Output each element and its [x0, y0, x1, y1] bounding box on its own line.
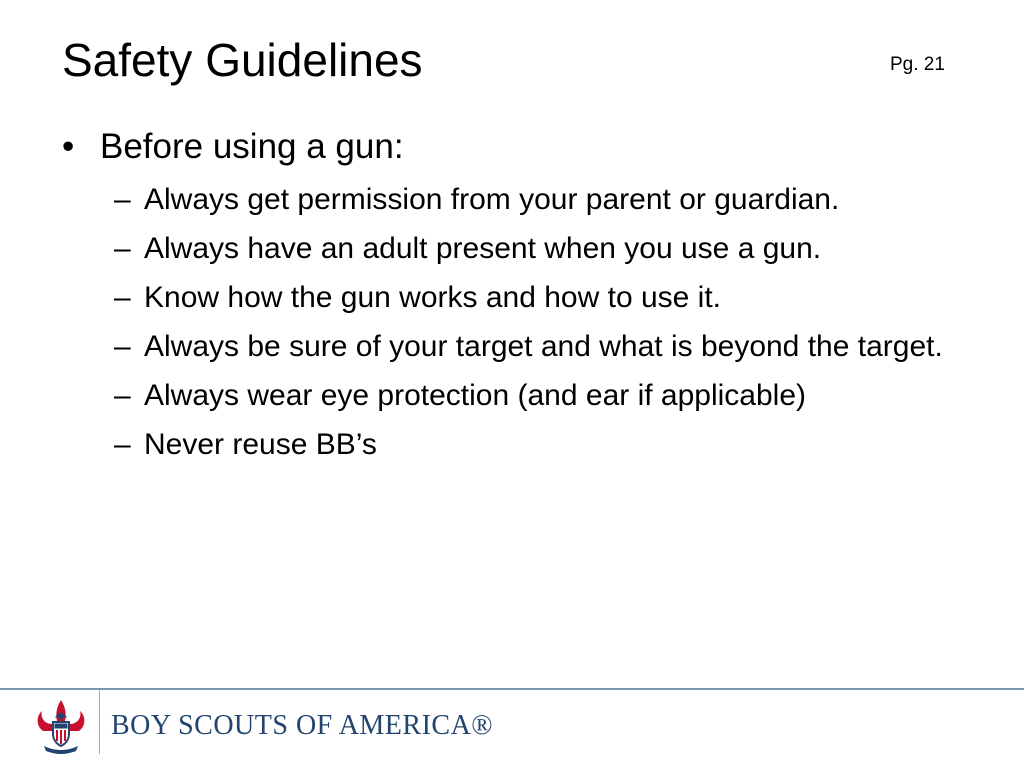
list-item-text: Always get permission from your parent or guardian. — [144, 183, 840, 216]
list-item — [62, 231, 944, 267]
list-item — [62, 182, 944, 218]
dash-marker: – — [114, 281, 131, 314]
main-bullet — [62, 126, 982, 168]
dash-marker: – — [114, 232, 131, 265]
bsa-fleur-de-lis-icon — [30, 694, 92, 756]
safety-rule-list — [62, 182, 982, 463]
footer-rule — [0, 688, 1024, 690]
slide-content — [62, 126, 982, 476]
list-item — [62, 427, 944, 463]
slide-title: Safety Guidelines — [62, 34, 423, 86]
dash-marker: – — [114, 183, 131, 216]
main-bullet-text: Before using a gun: — [100, 127, 404, 166]
dash-marker: – — [114, 330, 131, 363]
dash-marker: – — [114, 379, 131, 412]
list-item-text: Always be sure of your target and what is beyond the target. — [144, 330, 943, 363]
brand-name: BOY SCOUTS OF AMERICA® — [111, 710, 494, 741]
dash-marker: – — [114, 428, 131, 461]
bullet-dot: • — [62, 127, 75, 166]
list-item — [62, 280, 944, 316]
list-item-text: Always wear eye protection (and ear if applicable) — [144, 379, 807, 412]
list-item — [62, 378, 944, 414]
footer-divider — [99, 690, 100, 754]
list-item-text: Never reuse BB’s — [144, 428, 377, 461]
list-item-text: Always have an adult present when you use a gun. — [144, 232, 822, 265]
list-item — [62, 329, 944, 365]
page-reference: Pg. 21 — [890, 54, 945, 75]
list-item-text: Know how the gun works and how to use it. — [144, 281, 722, 314]
